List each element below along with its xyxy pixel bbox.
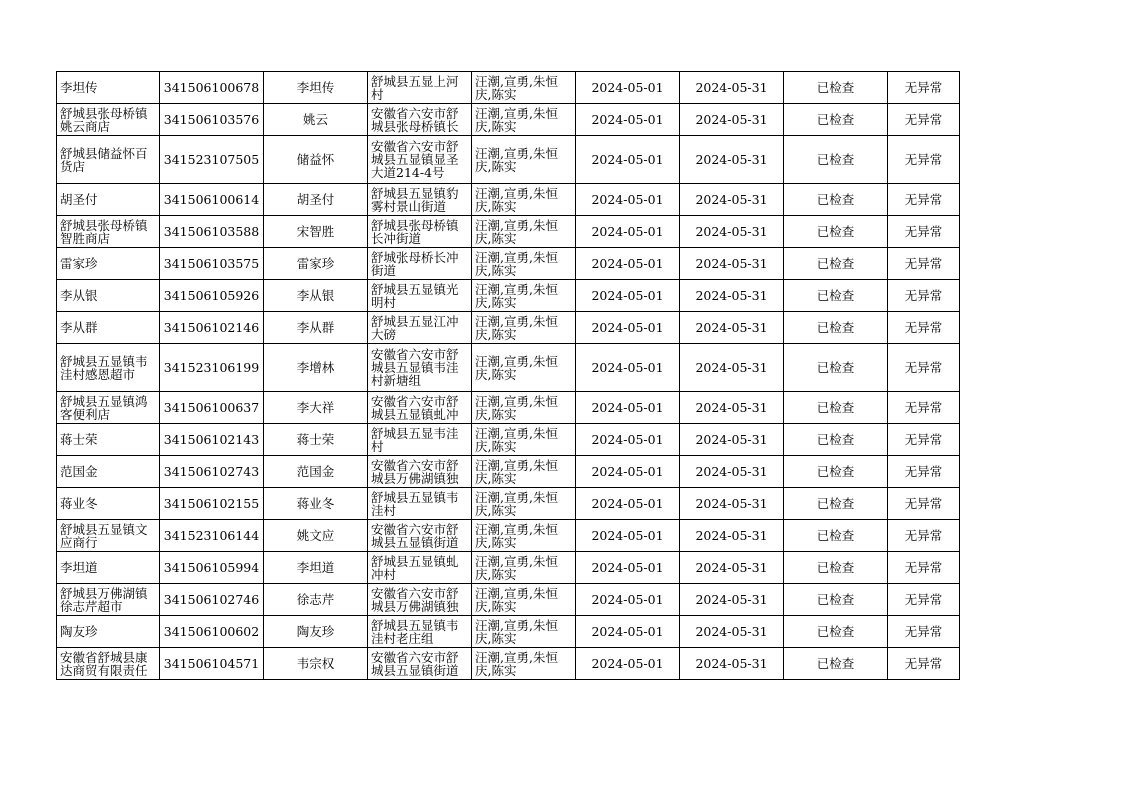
- cell-inspectors-wrapper: [472, 424, 576, 456]
- cell-check-result: 无异常: [888, 184, 960, 216]
- cell-inspectors: 汪潮,宣勇,朱恒庆,陈实: [475, 586, 558, 613]
- cell-owner-name: 储益怀: [264, 136, 368, 184]
- cell-end-date: 2024-05-31: [680, 216, 784, 248]
- cell-address-wrapper: [368, 424, 472, 456]
- table-row: [57, 312, 960, 344]
- cell-business-name: 舒城县张母桥镇姚云商店: [60, 106, 148, 133]
- cell-start-date: 2024-05-01: [576, 648, 680, 680]
- cell-address: 安徽省六安市舒城县五显镇街道: [371, 522, 459, 549]
- cell-address: 舒城县五显镇韦洼村老庄组: [371, 618, 459, 645]
- cell-end-date: 2024-05-31: [680, 616, 784, 648]
- cell-license-code: 341506100614: [160, 184, 264, 216]
- cell-start-date: 2024-05-01: [576, 344, 680, 392]
- cell-inspectors: 汪潮,宣勇,朱恒庆,陈实: [475, 522, 558, 549]
- table-row: [57, 136, 960, 184]
- cell-license-code: 341506102746: [160, 584, 264, 616]
- cell-end-date: 2024-05-31: [680, 456, 784, 488]
- cell-inspectors-wrapper: [472, 216, 576, 248]
- cell-address-wrapper: [368, 104, 472, 136]
- cell-address: 舒城县五显江冲大磅: [371, 314, 459, 341]
- cell-address: 舒城县五显韦洼村: [371, 426, 459, 453]
- cell-end-date: 2024-05-31: [680, 584, 784, 616]
- cell-license-code: 341506102743: [160, 456, 264, 488]
- cell-start-date: 2024-05-01: [576, 552, 680, 584]
- table-row: [57, 584, 960, 616]
- cell-check-result: 无异常: [888, 104, 960, 136]
- cell-business-name-wrapper: [57, 456, 160, 488]
- cell-start-date: 2024-05-01: [576, 104, 680, 136]
- cell-check-status: 已检查: [784, 392, 888, 424]
- cell-end-date: 2024-05-31: [680, 344, 784, 392]
- cell-start-date: 2024-05-01: [576, 520, 680, 552]
- cell-business-name: 舒城县储益怀百货店: [60, 146, 148, 173]
- cell-check-status: 已检查: [784, 344, 888, 392]
- cell-address-wrapper: [368, 584, 472, 616]
- cell-business-name: 陶友珍: [60, 625, 98, 638]
- cell-check-result: 无异常: [888, 248, 960, 280]
- cell-owner-name: 陶友珍: [264, 616, 368, 648]
- cell-business-name: 蒋士荣: [60, 433, 98, 446]
- table-row: [57, 104, 960, 136]
- cell-end-date: 2024-05-31: [680, 648, 784, 680]
- cell-end-date: 2024-05-31: [680, 136, 784, 184]
- cell-inspectors-wrapper: [472, 312, 576, 344]
- cell-business-name-wrapper: [57, 584, 160, 616]
- cell-end-date: 2024-05-31: [680, 392, 784, 424]
- table-row: [57, 344, 960, 392]
- cell-inspectors-wrapper: [472, 456, 576, 488]
- cell-address-wrapper: [368, 344, 472, 392]
- table-row: [57, 72, 960, 104]
- cell-inspectors: 汪潮,宣勇,朱恒庆,陈实: [475, 490, 558, 517]
- table-row: [57, 520, 960, 552]
- cell-license-code: 341506100678: [160, 72, 264, 104]
- cell-license-code: 341506103588: [160, 216, 264, 248]
- cell-inspectors: 汪潮,宣勇,朱恒庆,陈实: [475, 282, 558, 309]
- cell-business-name: 舒城县五显镇韦洼村感恩超市: [60, 354, 148, 381]
- cell-business-name: 李坦传: [60, 81, 98, 94]
- cell-address-wrapper: [368, 552, 472, 584]
- cell-license-code: 341506102155: [160, 488, 264, 520]
- cell-address: 安徽省六安市舒城县万佛湖镇独: [371, 586, 459, 613]
- cell-check-result: 无异常: [888, 392, 960, 424]
- table-row: [57, 248, 960, 280]
- cell-license-code: 341506104571: [160, 648, 264, 680]
- cell-end-date: 2024-05-31: [680, 184, 784, 216]
- cell-inspectors-wrapper: [472, 280, 576, 312]
- cell-check-result: 无异常: [888, 616, 960, 648]
- cell-license-code: 341523107505: [160, 136, 264, 184]
- cell-inspectors: 汪潮,宣勇,朱恒庆,陈实: [475, 394, 558, 421]
- cell-address-wrapper: [368, 312, 472, 344]
- cell-address: 舒城县五显镇韦洼村: [371, 490, 459, 517]
- table-row: [57, 616, 960, 648]
- table-row: [57, 648, 960, 680]
- cell-check-status: 已检查: [784, 184, 888, 216]
- cell-address: 安徽省六安市舒城县五显镇街道: [371, 650, 459, 677]
- cell-inspectors-wrapper: [472, 616, 576, 648]
- cell-check-result: 无异常: [888, 488, 960, 520]
- cell-business-name-wrapper: [57, 344, 160, 392]
- table-row: [57, 488, 960, 520]
- cell-check-status: 已检查: [784, 488, 888, 520]
- cell-business-name: 范国金: [60, 465, 98, 478]
- cell-owner-name: 蒋士荣: [264, 424, 368, 456]
- cell-check-result: 无异常: [888, 280, 960, 312]
- cell-license-code: 341506105994: [160, 552, 264, 584]
- cell-business-name-wrapper: [57, 72, 160, 104]
- cell-business-name: 胡圣付: [60, 193, 98, 206]
- cell-address-wrapper: [368, 520, 472, 552]
- cell-inspectors: 汪潮,宣勇,朱恒庆,陈实: [475, 250, 558, 277]
- cell-license-code: 341523106144: [160, 520, 264, 552]
- cell-owner-name: 李增林: [264, 344, 368, 392]
- cell-license-code: 341506102143: [160, 424, 264, 456]
- cell-inspectors-wrapper: [472, 552, 576, 584]
- cell-address: 舒城县五显镇豹雾村景山街道: [371, 186, 459, 213]
- cell-start-date: 2024-05-01: [576, 584, 680, 616]
- cell-check-status: 已检查: [784, 216, 888, 248]
- cell-license-code: 341506100602: [160, 616, 264, 648]
- cell-owner-name: 胡圣付: [264, 184, 368, 216]
- cell-business-name: 蒋业冬: [60, 497, 98, 510]
- cell-business-name-wrapper: [57, 280, 160, 312]
- cell-address: 舒城县张母桥镇长冲街道: [371, 218, 459, 245]
- cell-business-name: 舒城县万佛湖镇徐志芹超市: [60, 586, 148, 613]
- cell-business-name: 安徽省舒城县康达商贸有限责任: [60, 650, 148, 677]
- cell-owner-name: 范国金: [264, 456, 368, 488]
- cell-address-wrapper: [368, 72, 472, 104]
- cell-start-date: 2024-05-01: [576, 72, 680, 104]
- cell-license-code: 341506103576: [160, 104, 264, 136]
- cell-business-name: 李从群: [60, 321, 98, 334]
- cell-owner-name: 李坦传: [264, 72, 368, 104]
- cell-start-date: 2024-05-01: [576, 216, 680, 248]
- cell-business-name: 舒城县张母桥镇智胜商店: [60, 218, 148, 245]
- cell-owner-name: 姚文应: [264, 520, 368, 552]
- cell-end-date: 2024-05-31: [680, 552, 784, 584]
- cell-address-wrapper: [368, 648, 472, 680]
- cell-check-status: 已检查: [784, 104, 888, 136]
- cell-inspectors-wrapper: [472, 344, 576, 392]
- cell-owner-name: 李从群: [264, 312, 368, 344]
- cell-inspectors-wrapper: [472, 584, 576, 616]
- cell-address-wrapper: [368, 392, 472, 424]
- cell-end-date: 2024-05-31: [680, 72, 784, 104]
- cell-owner-name: 李坦道: [264, 552, 368, 584]
- table-row: [57, 184, 960, 216]
- cell-check-status: 已检查: [784, 648, 888, 680]
- cell-business-name-wrapper: [57, 184, 160, 216]
- cell-inspectors: 汪潮,宣勇,朱恒庆,陈实: [475, 554, 558, 581]
- cell-check-result: 无异常: [888, 216, 960, 248]
- cell-business-name: 李从银: [60, 289, 98, 302]
- cell-check-result: 无异常: [888, 584, 960, 616]
- cell-check-result: 无异常: [888, 344, 960, 392]
- cell-address-wrapper: [368, 456, 472, 488]
- cell-business-name-wrapper: [57, 520, 160, 552]
- cell-check-status: 已检查: [784, 136, 888, 184]
- cell-check-result: 无异常: [888, 520, 960, 552]
- cell-end-date: 2024-05-31: [680, 520, 784, 552]
- table-row: [57, 392, 960, 424]
- cell-owner-name: 徐志芹: [264, 584, 368, 616]
- cell-check-status: 已检查: [784, 520, 888, 552]
- cell-business-name-wrapper: [57, 248, 160, 280]
- cell-start-date: 2024-05-01: [576, 392, 680, 424]
- table-body: [57, 72, 960, 680]
- cell-business-name: 李坦道: [60, 561, 98, 574]
- cell-business-name: 雷家珍: [60, 257, 98, 270]
- cell-inspectors: 汪潮,宣勇,朱恒庆,陈实: [475, 650, 558, 677]
- cell-address: 舒城县五显镇光明村: [371, 282, 459, 309]
- cell-start-date: 2024-05-01: [576, 248, 680, 280]
- cell-inspectors: 汪潮,宣勇,朱恒庆,陈实: [475, 218, 558, 245]
- cell-check-result: 无异常: [888, 312, 960, 344]
- cell-business-name-wrapper: [57, 648, 160, 680]
- cell-check-status: 已检查: [784, 552, 888, 584]
- cell-owner-name: 李从银: [264, 280, 368, 312]
- cell-start-date: 2024-05-01: [576, 280, 680, 312]
- table-row: [57, 280, 960, 312]
- cell-business-name-wrapper: [57, 392, 160, 424]
- cell-check-status: 已检查: [784, 424, 888, 456]
- cell-inspectors: 汪潮,宣勇,朱恒庆,陈实: [475, 354, 558, 381]
- cell-address-wrapper: [368, 216, 472, 248]
- cell-business-name-wrapper: [57, 616, 160, 648]
- cell-business-name-wrapper: [57, 136, 160, 184]
- cell-license-code: 341506105926: [160, 280, 264, 312]
- cell-inspectors-wrapper: [472, 520, 576, 552]
- cell-business-name-wrapper: [57, 552, 160, 584]
- inspection-table: [56, 71, 960, 680]
- cell-inspectors-wrapper: [472, 136, 576, 184]
- cell-owner-name: 韦宗权: [264, 648, 368, 680]
- cell-check-result: 无异常: [888, 648, 960, 680]
- cell-address: 安徽省六安市舒城县张母桥镇长: [371, 106, 459, 133]
- cell-license-code: 341506100637: [160, 392, 264, 424]
- table-row: [57, 216, 960, 248]
- cell-end-date: 2024-05-31: [680, 312, 784, 344]
- cell-start-date: 2024-05-01: [576, 488, 680, 520]
- table-row: [57, 456, 960, 488]
- cell-end-date: 2024-05-31: [680, 424, 784, 456]
- cell-inspectors-wrapper: [472, 104, 576, 136]
- cell-end-date: 2024-05-31: [680, 248, 784, 280]
- cell-inspectors: 汪潮,宣勇,朱恒庆,陈实: [475, 426, 558, 453]
- cell-start-date: 2024-05-01: [576, 424, 680, 456]
- cell-start-date: 2024-05-01: [576, 136, 680, 184]
- cell-license-code: 341506103575: [160, 248, 264, 280]
- cell-start-date: 2024-05-01: [576, 616, 680, 648]
- cell-address: 安徽省六安市舒城县五显镇显圣大道214-4号: [371, 140, 459, 179]
- cell-inspectors: 汪潮,宣勇,朱恒庆,陈实: [475, 618, 558, 645]
- cell-check-result: 无异常: [888, 456, 960, 488]
- cell-inspectors-wrapper: [472, 72, 576, 104]
- cell-inspectors: 汪潮,宣勇,朱恒庆,陈实: [475, 458, 558, 485]
- cell-check-result: 无异常: [888, 136, 960, 184]
- cell-check-status: 已检查: [784, 456, 888, 488]
- cell-owner-name: 蒋业冬: [264, 488, 368, 520]
- cell-address-wrapper: [368, 488, 472, 520]
- cell-inspectors: 汪潮,宣勇,朱恒庆,陈实: [475, 106, 558, 133]
- cell-check-status: 已检查: [784, 312, 888, 344]
- cell-end-date: 2024-05-31: [680, 488, 784, 520]
- cell-check-result: 无异常: [888, 424, 960, 456]
- cell-address-wrapper: [368, 248, 472, 280]
- cell-address: 安徽省六安市舒城县万佛湖镇独: [371, 458, 459, 485]
- cell-address: 舒城县五显上河村: [371, 74, 459, 101]
- cell-inspectors-wrapper: [472, 184, 576, 216]
- cell-check-status: 已检查: [784, 584, 888, 616]
- cell-address: 舒城张母桥长冲街道: [371, 250, 459, 277]
- cell-end-date: 2024-05-31: [680, 280, 784, 312]
- cell-inspectors-wrapper: [472, 248, 576, 280]
- cell-end-date: 2024-05-31: [680, 104, 784, 136]
- cell-address-wrapper: [368, 184, 472, 216]
- cell-owner-name: 雷家珍: [264, 248, 368, 280]
- cell-address-wrapper: [368, 136, 472, 184]
- cell-start-date: 2024-05-01: [576, 184, 680, 216]
- cell-owner-name: 宋智胜: [264, 216, 368, 248]
- cell-check-status: 已检查: [784, 280, 888, 312]
- cell-start-date: 2024-05-01: [576, 312, 680, 344]
- table-row: [57, 424, 960, 456]
- cell-check-status: 已检查: [784, 72, 888, 104]
- cell-address-wrapper: [368, 280, 472, 312]
- cell-start-date: 2024-05-01: [576, 456, 680, 488]
- cell-check-status: 已检查: [784, 248, 888, 280]
- cell-inspectors-wrapper: [472, 648, 576, 680]
- cell-inspectors-wrapper: [472, 392, 576, 424]
- cell-business-name: 舒城县五显镇鸿客便利店: [60, 394, 148, 421]
- cell-check-result: 无异常: [888, 72, 960, 104]
- cell-inspectors: 汪潮,宣勇,朱恒庆,陈实: [475, 186, 558, 213]
- cell-owner-name: 李大祥: [264, 392, 368, 424]
- cell-business-name-wrapper: [57, 488, 160, 520]
- cell-address: 舒城县五显镇虬冲村: [371, 554, 459, 581]
- cell-business-name: 舒城县五显镇文应商行: [60, 522, 148, 549]
- cell-business-name-wrapper: [57, 216, 160, 248]
- cell-check-status: 已检查: [784, 616, 888, 648]
- cell-address-wrapper: [368, 616, 472, 648]
- cell-inspectors: 汪潮,宣勇,朱恒庆,陈实: [475, 74, 558, 101]
- cell-inspectors: 汪潮,宣勇,朱恒庆,陈实: [475, 146, 558, 173]
- cell-license-code: 341523106199: [160, 344, 264, 392]
- cell-license-code: 341506102146: [160, 312, 264, 344]
- cell-address: 安徽省六安市舒城县五显镇虬冲: [371, 394, 459, 421]
- cell-inspectors: 汪潮,宣勇,朱恒庆,陈实: [475, 314, 558, 341]
- cell-address: 安徽省六安市舒城县五显镇韦洼村新塘组: [371, 348, 459, 387]
- cell-business-name-wrapper: [57, 424, 160, 456]
- cell-owner-name: 姚云: [264, 104, 368, 136]
- cell-business-name-wrapper: [57, 104, 160, 136]
- cell-business-name-wrapper: [57, 312, 160, 344]
- cell-inspectors-wrapper: [472, 488, 576, 520]
- table-row: [57, 552, 960, 584]
- cell-check-result: 无异常: [888, 552, 960, 584]
